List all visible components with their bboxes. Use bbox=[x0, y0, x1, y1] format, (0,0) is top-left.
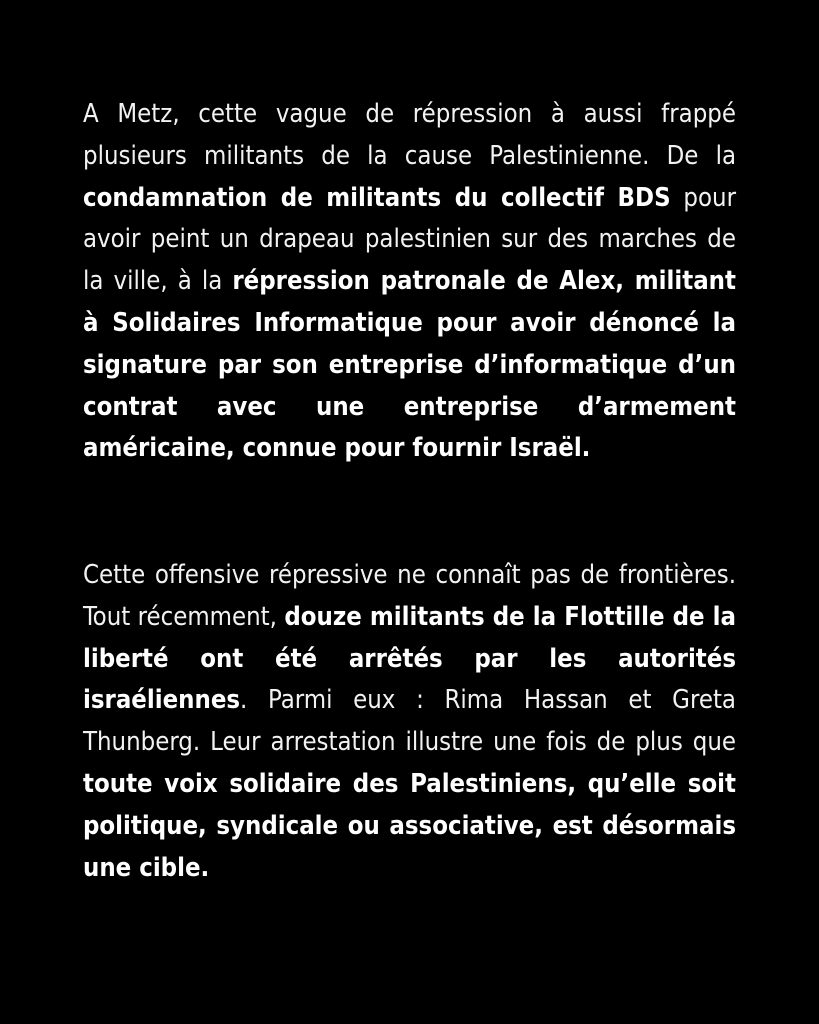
paragraph-1-bold-bds: condamnation de militants du collectif BDS bbox=[83, 182, 671, 213]
paragraph-1-bold-alex: répression patronale de Alex, militant à Solidaires Informatique pour avoir dénoncé la signature par son entreprise d’informatique d’un contrat avec une entreprise d’armement américaine, connue pour fournir Israël. bbox=[83, 266, 736, 464]
paragraph-flotilla bbox=[83, 555, 736, 889]
paragraph-1-text-2: pour avoir peint un drapeau palestinien sur des marches de la ville, à la bbox=[83, 182, 736, 297]
paragraph-2-text: Cette offensive répressive ne connaît pas de frontières. Tout récemment, bbox=[83, 560, 736, 632]
paragraph-2-text-2: . Parmi eux : Rima Hassan et Greta Thunberg. Leur arrestation illustre une fois de plus que bbox=[83, 685, 736, 758]
paragraph-1-text: A Metz, cette vague de répression à aussi frappé plusieurs militants de la cause Palestinienne. De la bbox=[83, 99, 736, 171]
paragraph-2-bold-target: toute voix solidaire des Palestiniens, qu’elle soit politique, syndicale ou associative, est désormais une cible. bbox=[83, 768, 736, 883]
paragraph-metz-repression bbox=[83, 94, 736, 470]
paragraph-2-bold-flotilla: douze militants de la Flottille de la liberté ont été arrêtés par les autorités israéliennes bbox=[83, 601, 737, 716]
